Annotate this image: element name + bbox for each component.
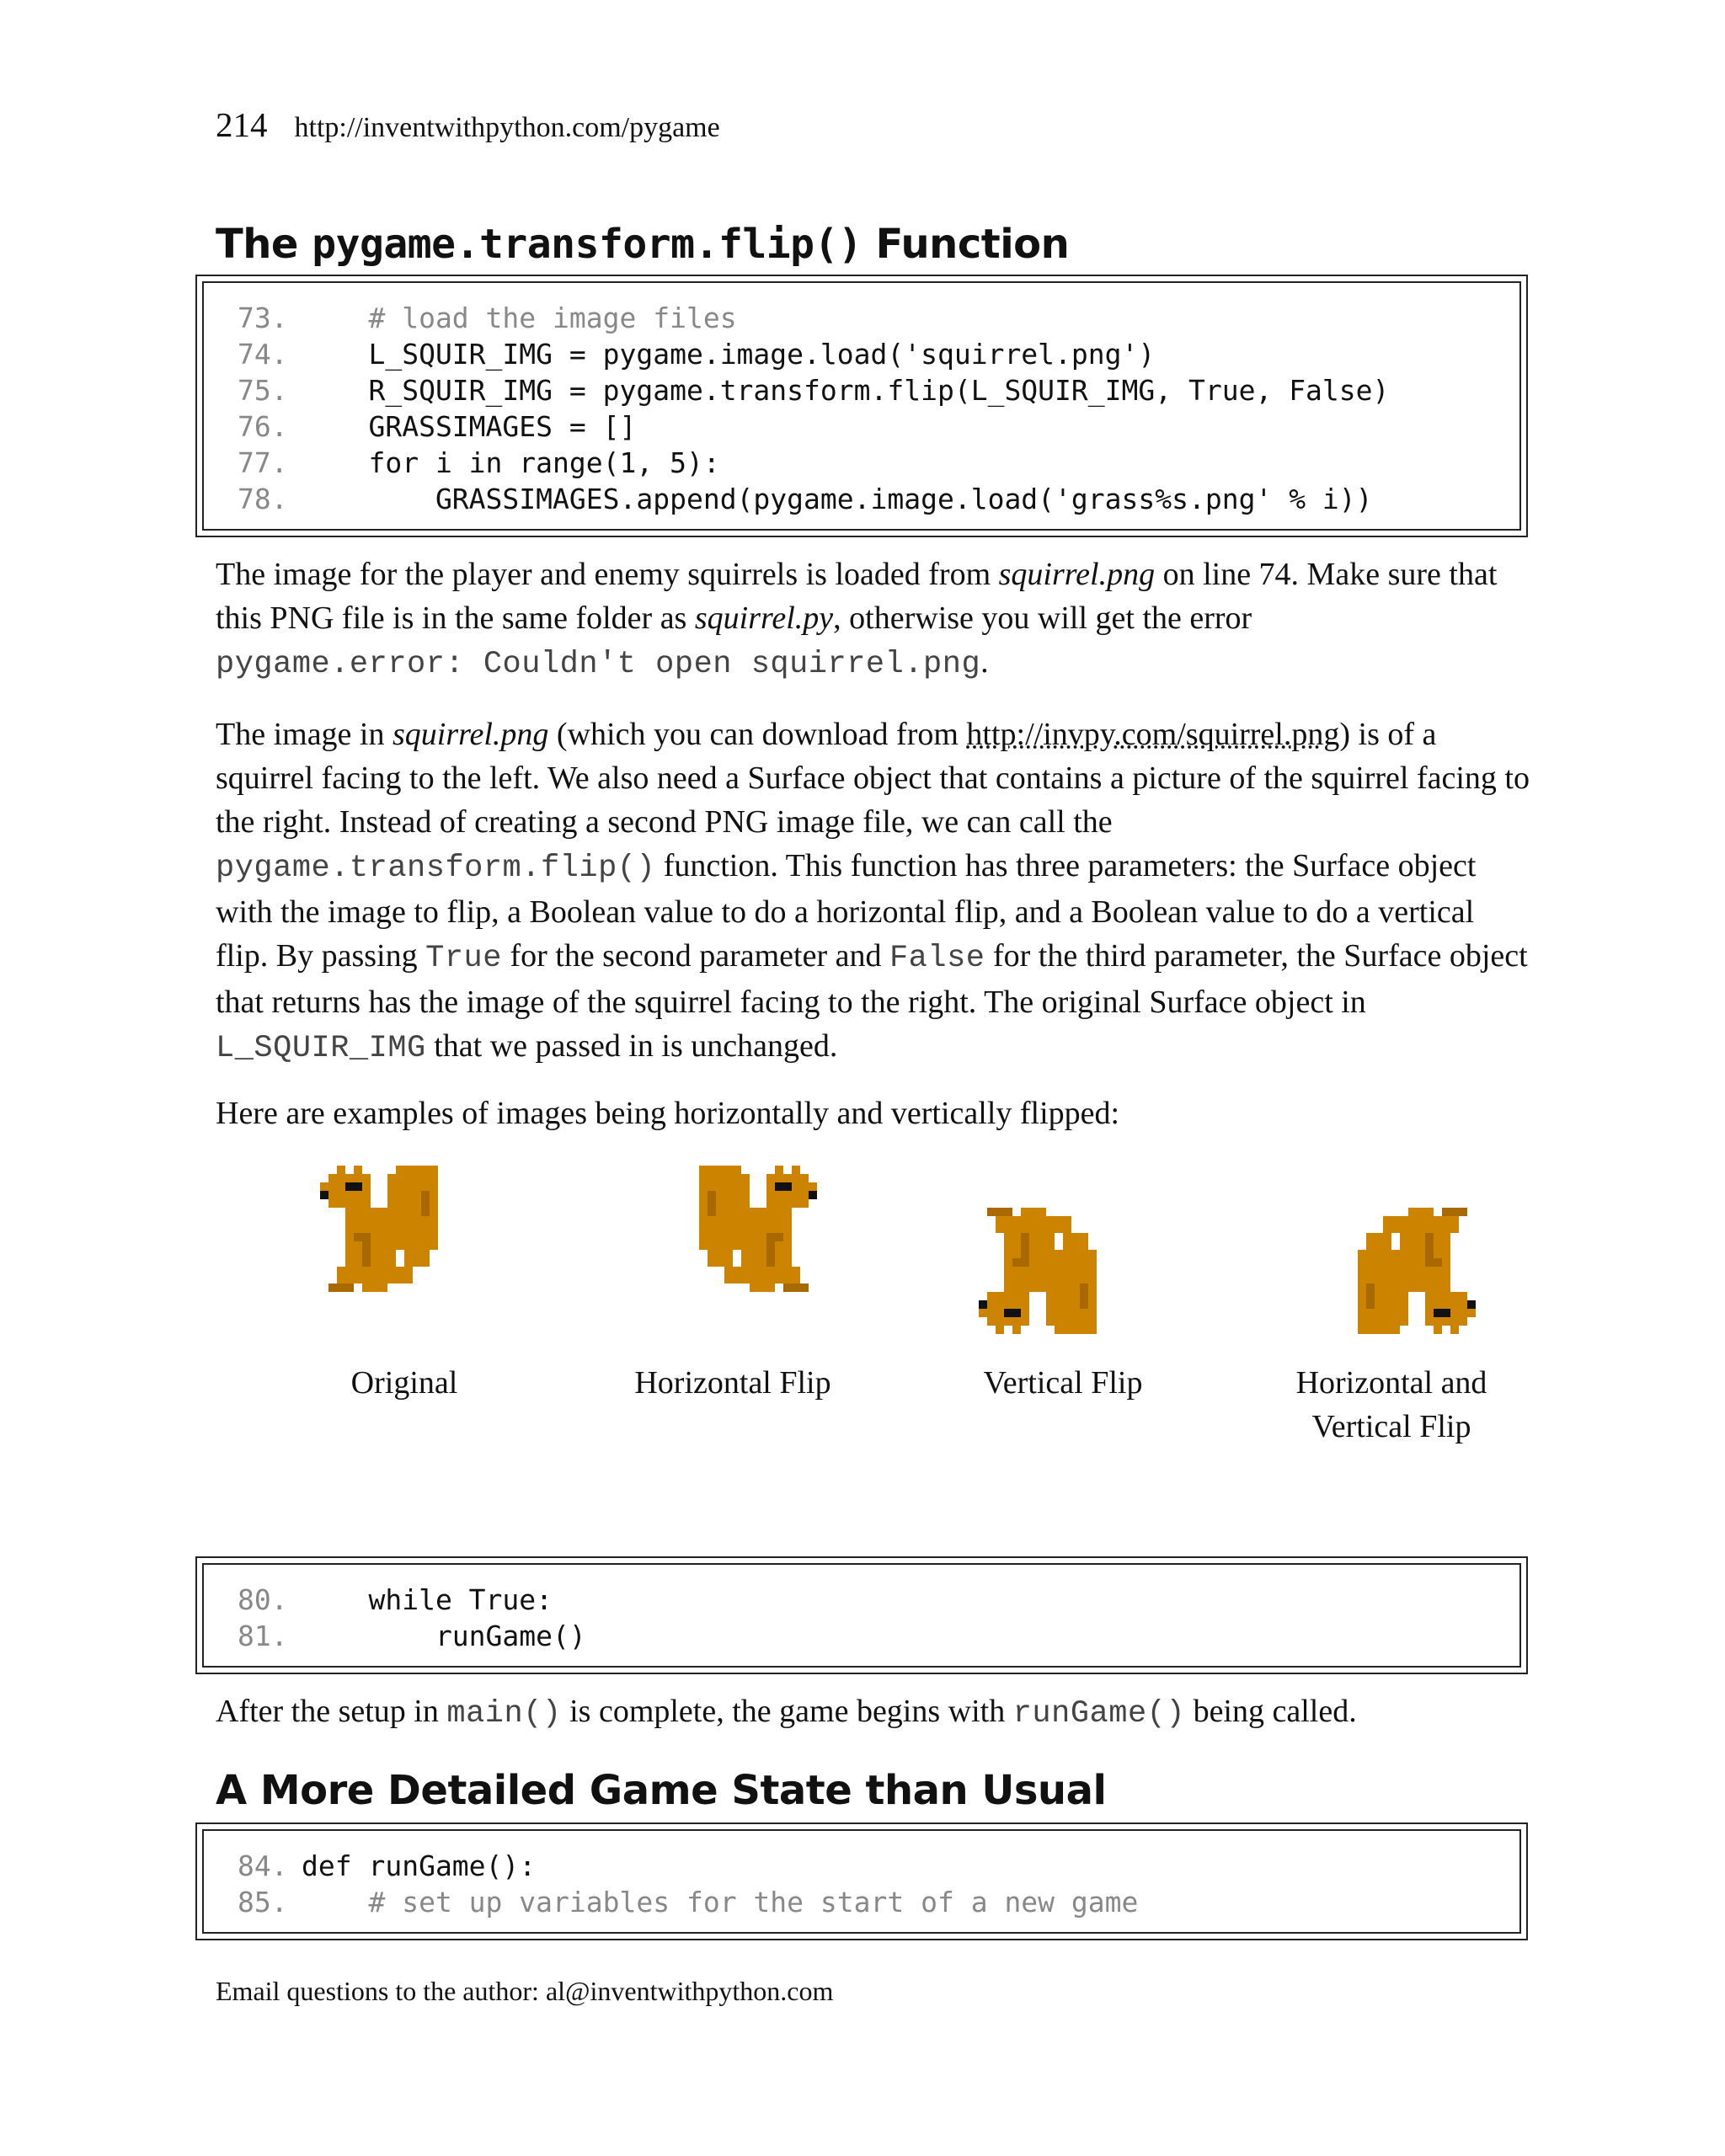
squirrel-pixel [750, 1283, 775, 1292]
squirrel-pixel [354, 1182, 362, 1191]
flip-examples-figure [278, 1154, 1491, 1457]
squirrel-pixel [783, 1283, 809, 1292]
squirrel-pixel [1425, 1216, 1459, 1233]
squirrel-pixel [404, 1250, 430, 1267]
squirrel-pixel [809, 1191, 817, 1199]
squirrel-pixel [766, 1241, 775, 1267]
squirrel-pixel [1366, 1233, 1391, 1250]
squirrel-pixel [1004, 1309, 1012, 1317]
figure-horizontal-vertical-flip [1265, 1154, 1518, 1449]
squirrel-pixel [396, 1166, 438, 1174]
figure-vertical-flip [937, 1154, 1189, 1405]
squirrel-pixel [1467, 1300, 1476, 1309]
squirrel-pixel [1080, 1283, 1088, 1309]
header-url: http://inventwithpython.com/pygame [294, 112, 720, 143]
squirrel-original-image [320, 1166, 489, 1334]
squirrel-pixel [1467, 1309, 1476, 1317]
filename: squirrel.png [392, 717, 549, 752]
squirrel-pixel [1358, 1250, 1400, 1283]
code-line: 81. runGame() [238, 1620, 586, 1652]
code-line: 78. GRASSIMAGES.append(pygame.image.load('grass%s.png' % i)) [238, 483, 1373, 515]
heading-code: pygame.transform.flip() [312, 221, 862, 268]
filename: squirrel.py [694, 600, 834, 636]
squirrel-pixel [396, 1216, 438, 1250]
squirrel-pixel [1055, 1326, 1097, 1334]
squirrel-pixel [775, 1182, 783, 1191]
page-header [216, 104, 720, 145]
code-line: 75. R_SQUIR_IMG = pygame.transform.flip(L_SQUIR_IMG, True, False) [238, 374, 1390, 407]
squirrel-pixel [421, 1191, 430, 1216]
caption-horizontal-flip: Horizontal Flip [634, 1365, 831, 1401]
squirrel-pixel [979, 1309, 987, 1317]
squirrel-pixel [362, 1283, 387, 1292]
page-number: 214 [216, 105, 268, 144]
caption-vertical-flip: Vertical Flip [983, 1365, 1143, 1401]
squirrel-pixel [766, 1233, 783, 1241]
figure-original [278, 1154, 531, 1405]
squirrel-pixel [1442, 1208, 1467, 1216]
paragraph-flip-explanation: The image in squirrel.png (which you can download from http://invpy.com/squirrel.png) is of a squirrel facing to the left. We also need a Surface object that contains a picture of the squirrel facing to the right. Instead of creating a second PNG image file, we can call the pygame.transform.flip() function. This function has three parameters: the Surface object with the image to flip, a Boolean value to do a horizontal flip, and a Boolean value to do a vertical flip. By passing True for the second parameter and False for the third parameter, the Surface object that returns has the image of the squirrel facing to the right. The original Surface object in L_SQUIR_IMG that we passed in is unchanged. [216, 717, 1530, 1066]
code-block-3 [195, 1822, 1528, 1940]
squirrel-horizontal-flip-image [649, 1166, 817, 1334]
squirrel-pixel [320, 1191, 328, 1199]
code-line: 77. for i in range(1, 5): [238, 446, 720, 479]
code-line: 73. # load the image files [238, 302, 737, 334]
squirrel-pixel [708, 1250, 733, 1267]
download-link[interactable]: http://invpy.com/squirrel.png [966, 717, 1340, 752]
code-block-3-inner [202, 1829, 1521, 1934]
squirrel-pixel [320, 1182, 328, 1191]
squirrel-pixel [387, 1267, 413, 1283]
inline-code: runGame() [1012, 1696, 1186, 1732]
squirrel-pixel [809, 1182, 817, 1191]
code-block-2-inner [202, 1563, 1521, 1668]
squirrel-pixel [1055, 1250, 1097, 1283]
squirrel-vertical-flip-image [979, 1166, 1147, 1334]
squirrel-pixel [1383, 1216, 1408, 1233]
inline-code: pygame.transform.flip() [216, 851, 656, 886]
inline-code: main() [446, 1696, 562, 1732]
squirrel-pixel [1063, 1233, 1088, 1250]
code-line: 76. GRASSIMAGES = [] [238, 410, 637, 443]
squirrel-pixel [987, 1208, 1012, 1216]
squirrel-pixel [345, 1182, 354, 1191]
filename: squirrel.png [998, 557, 1156, 592]
squirrel-pixel [1046, 1216, 1071, 1233]
squirrel-pixel [337, 1267, 371, 1283]
squirrel-pixel [708, 1191, 716, 1216]
section-heading-flip: The pygame.transform.flip() Function [216, 221, 1070, 268]
caption-both-flip: Horizontal and Vertical Flip [1295, 1365, 1487, 1444]
code-line: 74. L_SQUIR_IMG = pygame.image.load('squirrel.png') [238, 338, 1156, 371]
squirrel-pixel [1021, 1208, 1046, 1216]
squirrel-pixel [1425, 1233, 1434, 1258]
squirrel-pixel [996, 1216, 1029, 1233]
squirrel-pixel [1442, 1309, 1450, 1317]
code-line: 80. while True: [238, 1583, 553, 1616]
squirrel-pixel [1434, 1309, 1442, 1317]
squirrel-pixel [741, 1216, 758, 1267]
section-heading-game-state: A More Detailed Game State than Usual [216, 1767, 1107, 1814]
code-block-1-inner [202, 281, 1521, 531]
page-footer: Email questions to the author: al@inventwithpython.com [216, 1976, 834, 2006]
squirrel-pixel [362, 1241, 371, 1267]
figure-horizontal-flip [606, 1154, 859, 1405]
squirrel-pixel [1012, 1258, 1029, 1267]
squirrel-pixel [354, 1233, 371, 1241]
squirrel-pixel [328, 1283, 354, 1292]
code-line: 85. # set up variables for the start of a new game [238, 1886, 1139, 1919]
code-line: 84. def runGame(): [238, 1849, 537, 1882]
code-block-2 [195, 1556, 1528, 1674]
squirrel-pixel [1408, 1208, 1434, 1216]
squirrel-pixel [1358, 1326, 1400, 1334]
squirrel-pixel [379, 1216, 396, 1267]
caption-original: Original [350, 1365, 458, 1401]
inline-code: False [889, 941, 985, 976]
squirrel-pixel [1021, 1233, 1029, 1258]
squirrel-pixel [1425, 1258, 1442, 1267]
inline-code: True [425, 941, 502, 976]
paragraph-rungame: After the setup in main() is complete, the game begins with runGame() being called. [216, 1694, 1357, 1732]
squirrel-both-flip-image [1307, 1166, 1476, 1334]
squirrel-pixel [1400, 1233, 1417, 1283]
squirrel-pixel [1366, 1283, 1375, 1309]
squirrel-pixel [699, 1216, 741, 1250]
inline-code: L_SQUIR_IMG [216, 1031, 426, 1066]
squirrel-pixel [979, 1300, 987, 1309]
squirrel-pixel [699, 1166, 741, 1174]
squirrel-pixel [783, 1182, 792, 1191]
paragraph-squirrel-load: The image for the player and enemy squirrels is loaded from squirrel.png on line 74. Make sure that this PNG file is in the same folder as squirrel.py, otherwise you will get the error pygame.error: Couldn't open squirrel.png. [216, 557, 1498, 682]
squirrel-pixel [724, 1267, 750, 1283]
code-block-1 [195, 275, 1528, 537]
squirrel-pixel [1038, 1233, 1055, 1283]
squirrel-pixel [1012, 1309, 1021, 1317]
inline-code: pygame.error: Couldn't open squirrel.png [216, 647, 981, 682]
paragraph-examples-intro: Here are examples of images being horizontally and vertically flipped: [216, 1096, 1120, 1131]
squirrel-pixel [766, 1267, 800, 1283]
